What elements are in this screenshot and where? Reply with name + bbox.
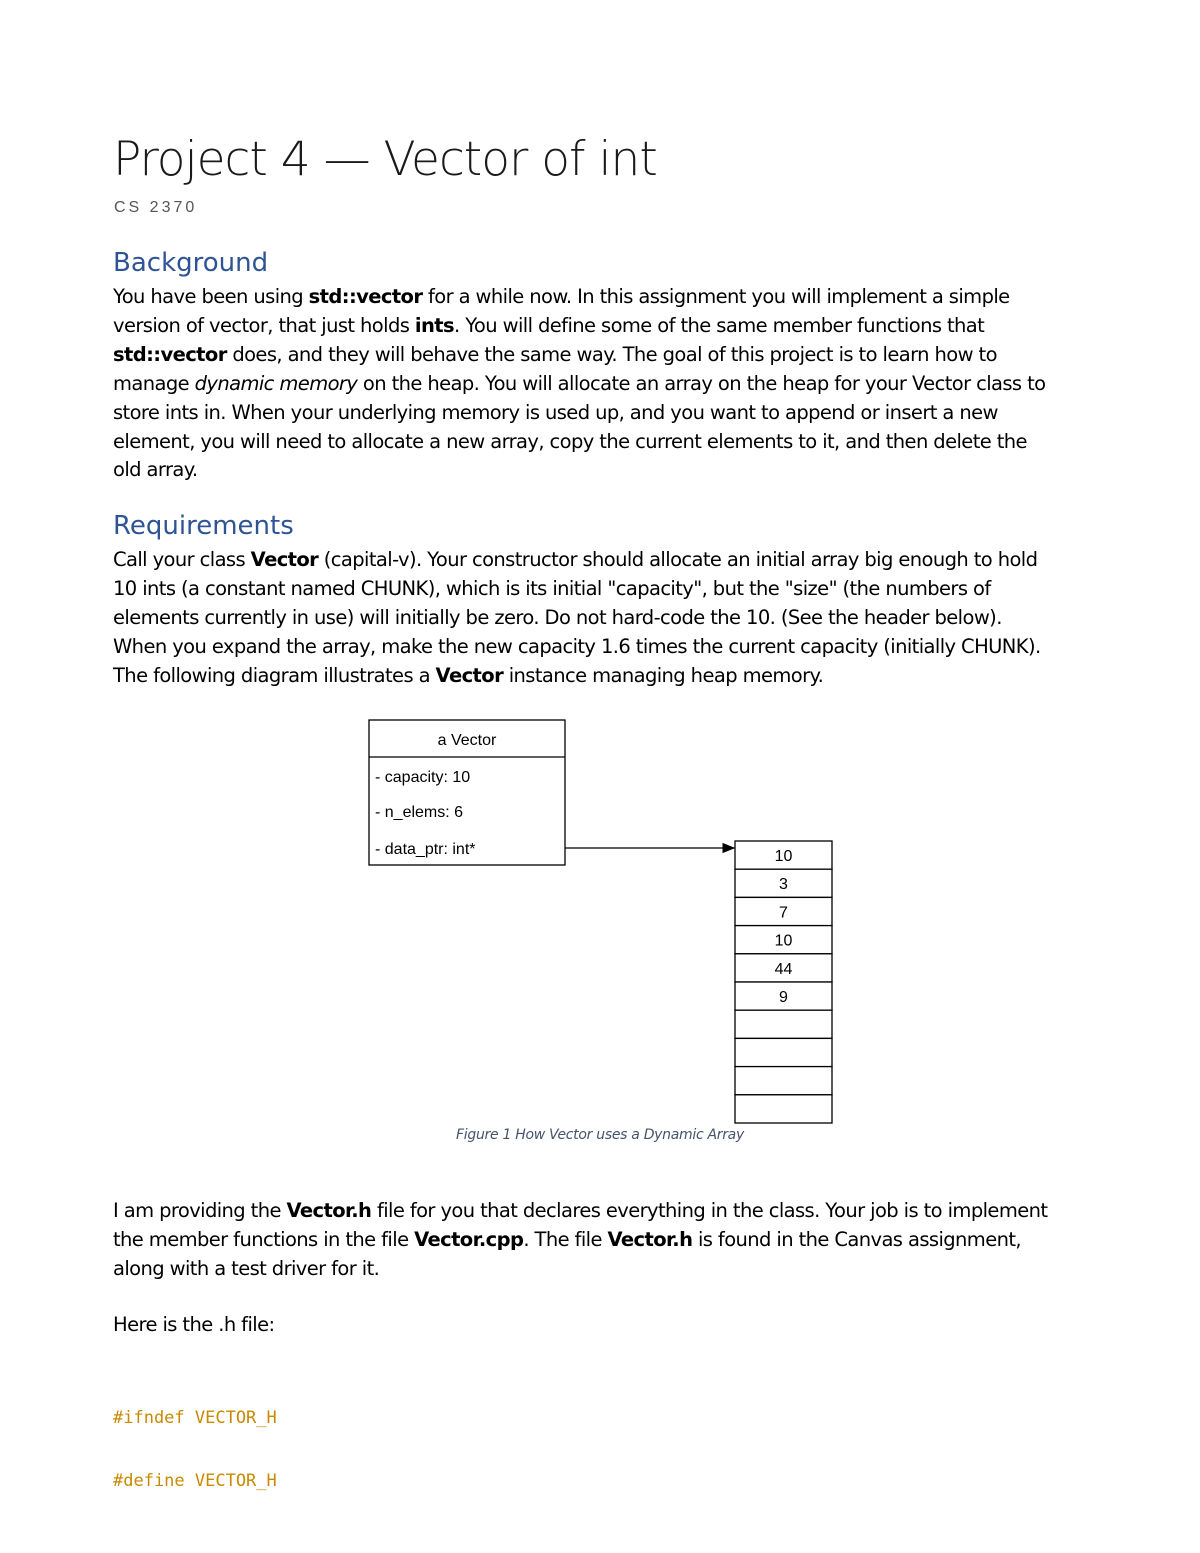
bold-text: Vector.cpp [414,1227,524,1251]
bold-text: Vector [250,548,319,571]
class-box [369,720,565,865]
bold-text: std::vector [113,342,227,366]
text-run: . You will define some of the same member functions that [454,313,985,337]
text-run: on the heap. You will allocate an array on the heap for your Vector class to [357,371,1046,395]
text-run: version of vector, that just holds [113,313,415,337]
bold-text: Vector.h [286,1199,372,1222]
text-run: You have been using [113,285,309,308]
text-run: I am providing the [113,1199,287,1222]
field-data-ptr: - data_ptr: int* [375,841,476,858]
text-run: The following diagram illustrates a [113,663,436,687]
heap-array [735,841,832,1123]
code-block [113,1366,277,1534]
array-cell-value: 44 [774,960,793,978]
text-run: . The file [523,1227,608,1251]
array-cell-value: 3 [779,876,788,894]
text-run: element, you will need to allocate a new array, copy the current elements to it, and then delete the [113,429,1027,453]
array-cell-value: 9 [779,989,788,1006]
text-line [113,1255,1093,1284]
text-run: Call your class [113,548,251,571]
text-run: When you expand the array, make the new capacity 1.6 times the current capacity (initially CHUNK). [113,634,1041,658]
bold-text: std::vector [308,285,423,308]
text-line [113,1197,1093,1226]
text-run: file for you that declares everything in the class. Your job is to implement [371,1199,1048,1222]
italic-text: dynamic memory [194,371,358,395]
text-run: 10 ints (a constant named CHUNK), which is its initial "capacity", but the "size" (the numbers of [113,576,991,600]
text-run: (capital-v). Your constructor should allocate an initial array big enough to hold [318,548,1038,571]
class-box-title: a Vector [437,732,497,749]
text-run: old array. [113,458,198,482]
text-run: elements currently in use) will initially be zero. Do not hard-code the 10. (See the header below). [113,605,1002,629]
background-heading: Background [113,248,269,278]
text-run: manage [113,371,195,395]
header-intro [113,1311,1093,1340]
text-run: store ints in. When your underlying memory is used up, and you want to append or insert a new [113,400,998,424]
requirements-heading: Requirements [113,511,294,541]
text-line [113,1226,1093,1255]
code-line: #ifndef VECTOR_H [113,1408,277,1428]
text-run: for a while now. In this assignment you will implement a simple [422,285,1010,308]
array-cell-value: 7 [779,904,788,922]
text-run: Here is the .h file: [113,1313,275,1336]
code-line: #define VECTOR_H [113,1471,277,1491]
array-cell-value: 10 [774,848,793,865]
bold-text: ints [414,313,454,337]
field-capacity: - capacity: 10 [375,769,471,786]
provided-file-paragraph [113,1197,1093,1284]
array-cell [735,1095,832,1123]
bold-text: Vector.h [607,1227,693,1251]
text-run: along with a test driver for it. [113,1256,380,1280]
text-run: instance managing heap memory. [503,663,824,687]
text-run: the member functions in the file [113,1227,415,1251]
array-cell [735,1038,832,1066]
array-cell [735,1067,832,1095]
figure-caption: Figure 1 How Vector uses a Dynamic Array [456,1127,744,1143]
bold-text: Vector [435,663,504,687]
array-cell [735,1010,832,1038]
text-run: is found in the Canvas assignment, [692,1227,1021,1251]
array-cell-value: 10 [774,932,793,950]
course-code: CS 2370 [114,199,198,216]
field-n-elems: - n_elems: 6 [375,804,464,821]
document-title: Project 4 — Vector of int [113,132,657,187]
text-run: does, and they will behave the same way. The goal of this project is to learn how to [226,342,997,366]
